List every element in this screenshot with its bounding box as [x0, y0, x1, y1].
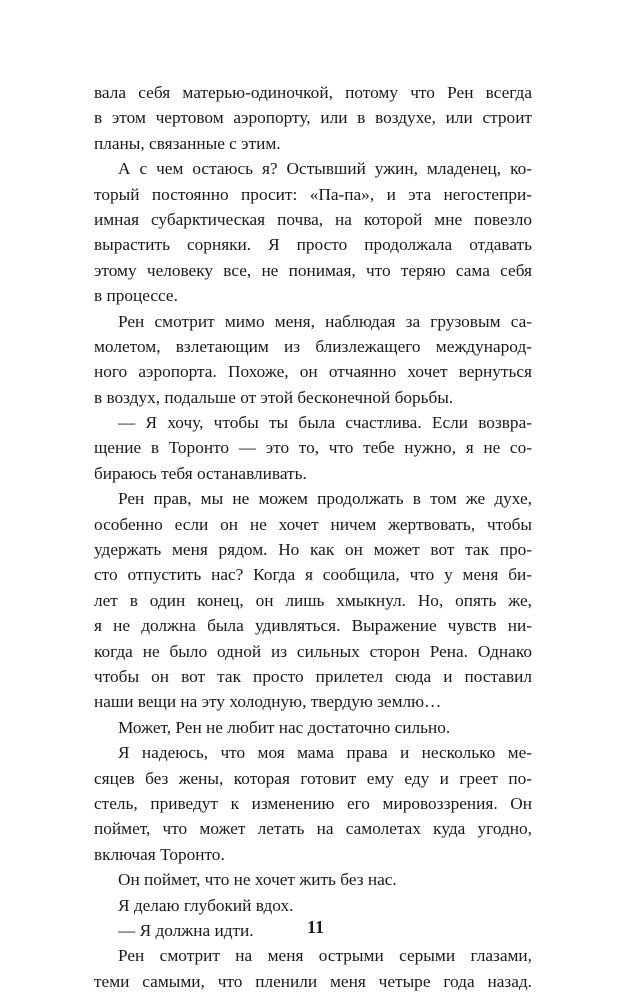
- text-line: Может, Рен не любит нас достаточно сильно.: [118, 717, 451, 737]
- text-line: вырастить сорняки. Я просто продолжала отдавать: [94, 235, 532, 255]
- text-line: удержать меня рядом. Но как он может вот так про-: [94, 540, 532, 560]
- text-line: щение в Торонто — это то, что тебе нужно, я не со-: [94, 438, 532, 458]
- text-line: молетом, взлетающим из близлежащего международ-: [94, 336, 532, 356]
- text-line: стель, приведут к изменению его мировоззрения. Он: [94, 793, 532, 813]
- text-line: когда не было одной из сильных сторон Рена. Однако: [94, 641, 532, 661]
- text-line: в этом чертовом аэропорту, или в воздухе, или строит: [94, 108, 532, 128]
- text-line: вала себя матерью-одиночкой, потому что Рен всегда: [94, 83, 532, 102]
- text-line: Рен прав, мы не можем продолжать в том же духе,: [118, 489, 532, 509]
- text-line: ного аэропорта. Похоже, он отчаянно хочет вернуться: [94, 362, 532, 382]
- text-line: этому человеку все, не понимая, что теряю сама себя: [94, 260, 532, 280]
- text-line: поймет, что может летать на самолетах куда угодно,: [94, 819, 532, 839]
- text-line: — Я хочу, чтобы ты была счастлива. Если возвра-: [118, 413, 532, 433]
- text-line: в воздух, подальше от этой бесконечной борьбы.: [94, 387, 454, 407]
- text-line: сяцев без жены, которая готовит ему еду и греет по-: [94, 768, 532, 788]
- text-line: А с чем остаюсь я? Остывший ужин, младенец, ко-: [118, 159, 532, 179]
- text-line: лет в один конец, он лишь хмыкнул. Но, опять же,: [94, 590, 532, 610]
- text-line: Я делаю глубокий вдох.: [118, 895, 294, 915]
- page-body: [94, 80, 532, 994]
- text-line: в процессе.: [94, 286, 178, 306]
- text-line: бираюсь тебя останавливать.: [94, 463, 307, 483]
- text-line: теми самыми, что пленили меня четыре года назад.: [94, 971, 532, 991]
- text-line: Он поймет, что не хочет жить без нас.: [118, 870, 397, 890]
- text-line: имная субарктическая почва, на которой мне повезло: [94, 209, 532, 229]
- text-line: — Я должна идти.: [118, 920, 254, 940]
- text-line: Рен смотрит мимо меня, наблюдая за грузовым са-: [118, 311, 532, 331]
- text-line: я не должна была удивляться. Выражение чувств ни-: [94, 616, 532, 636]
- page-number: 11: [306, 917, 324, 937]
- text-line: чтобы он вот так просто прилетел сюда и поставил: [94, 666, 532, 686]
- text-line: торый постоянно просит: «Па-па», и эта негостепри-: [94, 184, 532, 204]
- text-line: включая Торонто.: [94, 844, 225, 864]
- text-line: Рен смотрит на меня острыми серыми глазами,: [118, 946, 532, 966]
- text-line: планы, связанные с этим.: [94, 133, 281, 153]
- text-line: особенно если он не хочет ничем жертвовать, чтобы: [94, 514, 532, 534]
- text-line: наши вещи на эту холодную, твердую землю…: [94, 692, 442, 712]
- text-line: сто отпустить нас? Когда я сообщила, что у меня би-: [94, 565, 532, 585]
- text-line: Я надеюсь, что моя мама права и несколько ме-: [118, 743, 532, 763]
